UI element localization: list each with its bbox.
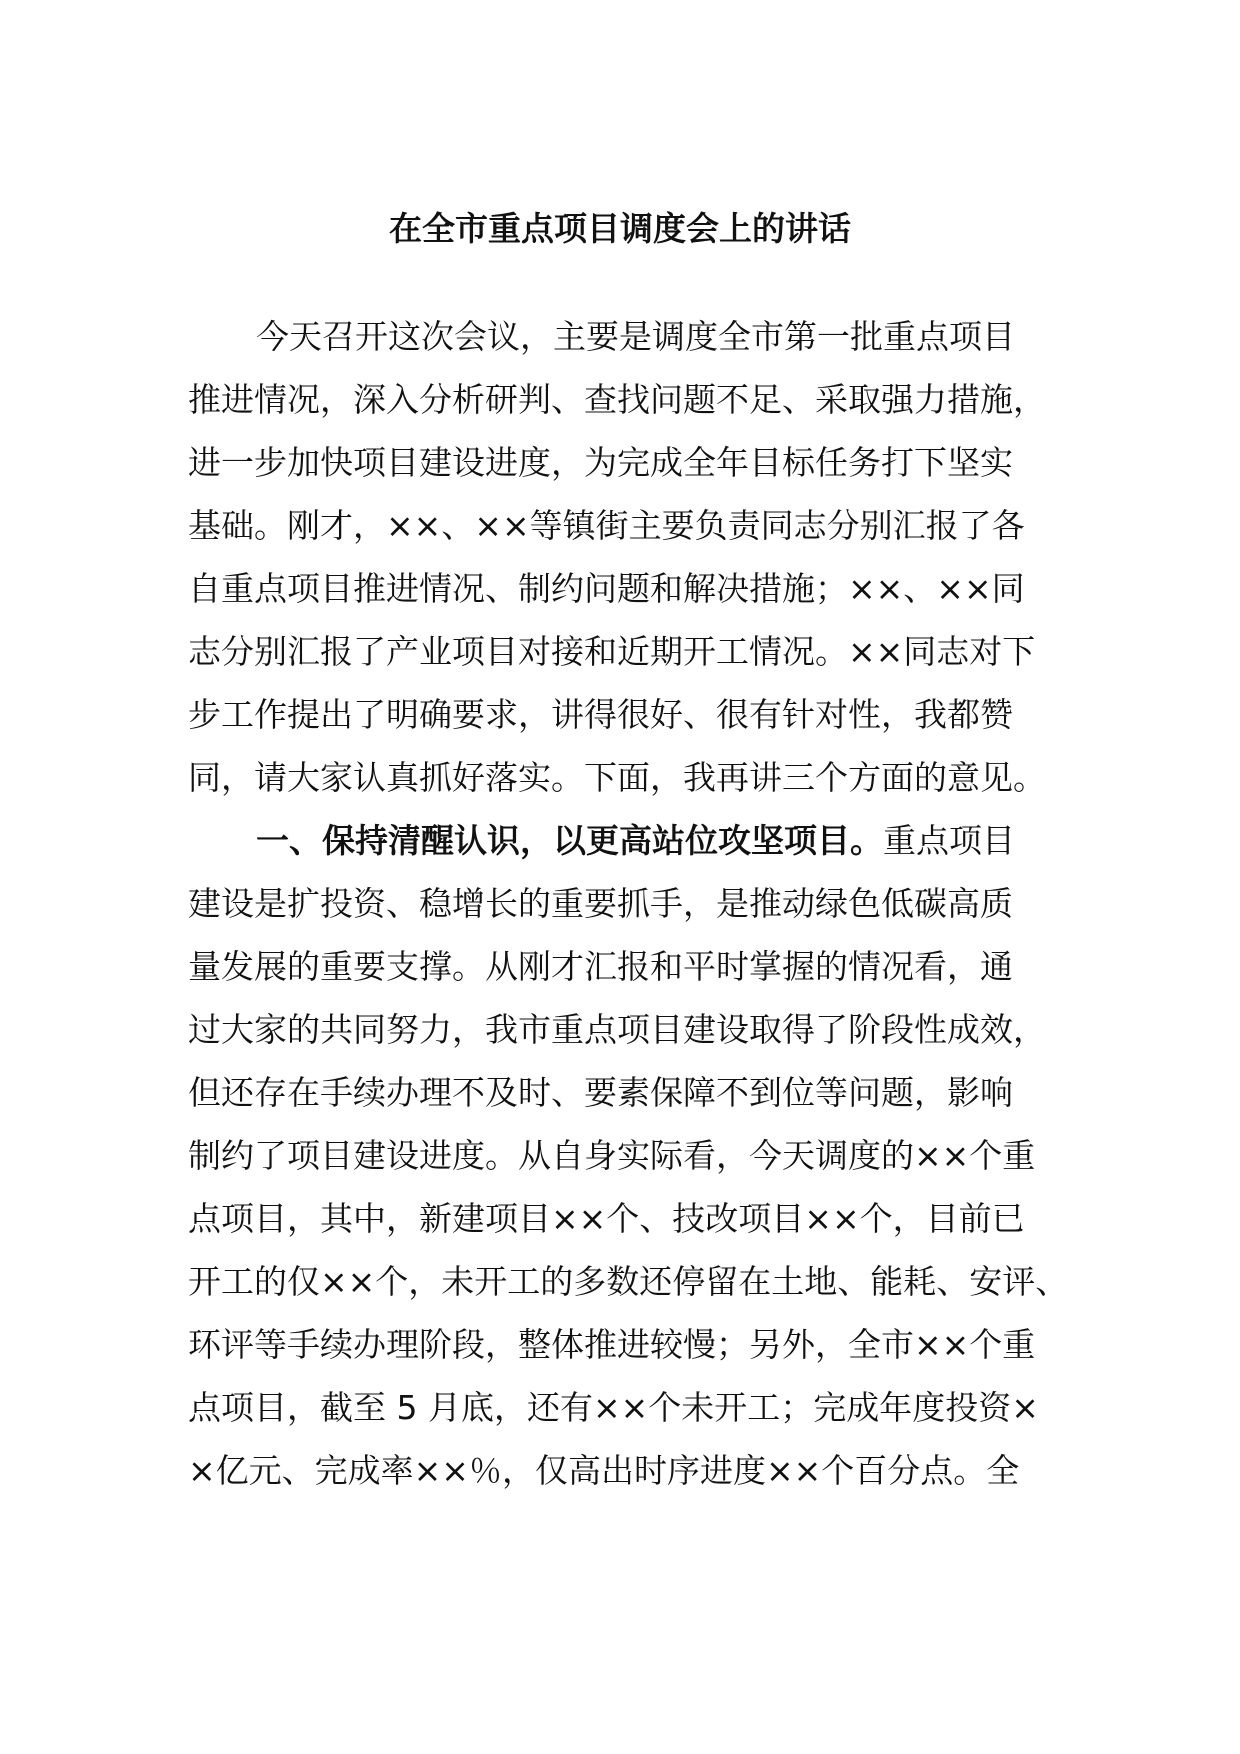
paragraph-line: 量发展的重要支撑。从刚才汇报和平时掌握的情况看，通 (188, 947, 1013, 986)
paragraph-line: 但还存在手续办理不及时、要素保障不到位等问题，影响 (188, 1073, 1013, 1112)
section-heading: 一、保持清醒认识，以更高站位攻坚项目。 (256, 821, 883, 860)
paragraph-line: 开工的仅××个，未开工的多数还停留在土地、能耗、安评、 (188, 1262, 1069, 1301)
section-heading-line (256, 817, 1015, 865)
paragraph-line: 点项目，其中，新建项目××个、技改项目××个，目前已 (188, 1199, 1025, 1238)
paragraph-line: 环评等手续办理阶段，整体推进较慢；另外，全市××个重 (188, 1325, 1036, 1364)
paragraph-line: 基础。刚才，××、××等镇街主要负责同志分别汇报了各 (188, 506, 1025, 545)
paragraph-line: 自重点项目推进情况、制约问题和解决措施；××、××同 (188, 569, 1025, 608)
paragraph-line: 点项目，截至 5 月底，还有××个未开工；完成年度投资× (188, 1388, 1039, 1427)
paragraph-line: 志分别汇报了产业项目对接和近期开工情况。××同志对下 (188, 632, 1036, 671)
paragraph-line: 制约了项目建设进度。从自身实际看，今天调度的××个重 (188, 1136, 1036, 1175)
paragraph-line: 过大家的共同努力，我市重点项目建设取得了阶段性成效， (188, 1010, 1046, 1049)
paragraph-line: 今天召开这次会议，主要是调度全市第一批重点项目 (256, 317, 1015, 356)
paragraph-line: 同，请大家认真抓好落实。下面，我再讲三个方面的意见。 (188, 758, 1046, 797)
paragraph-line: 建设是扩投资、稳增长的重要抓手，是推动绿色低碳高质 (188, 884, 1013, 923)
paragraph-line: ×亿元、完成率××％，仅高出时序进度××个百分点。全 (188, 1451, 1020, 1490)
paragraph-line: 步工作提出了明确要求，讲得很好、很有针对性，我都赞 (188, 695, 1013, 734)
section-heading-tail: 重点项目 (883, 821, 1015, 860)
paragraph-line: 进一步加快项目建设进度，为完成全年目标任务打下坚实 (188, 443, 1013, 482)
paragraph-line: 推进情况，深入分析研判、查找问题不足、采取强力措施， (188, 380, 1046, 419)
document-title: 在全市重点项目调度会上的讲话 (389, 209, 851, 248)
